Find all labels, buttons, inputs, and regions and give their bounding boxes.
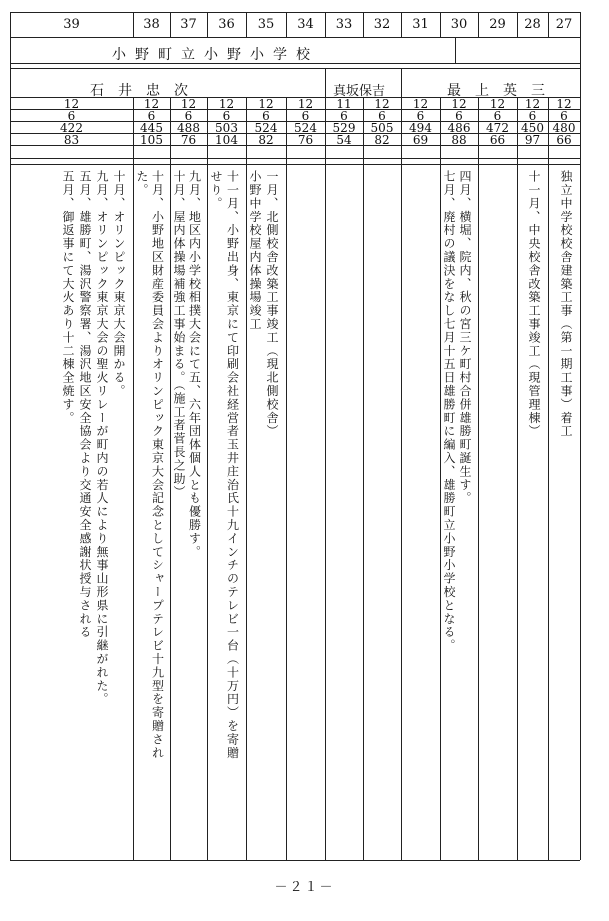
- staff-count-cell: 88: [451, 133, 467, 147]
- grade-count-cell: 6: [301, 109, 310, 123]
- class-count-cell: 12: [556, 97, 572, 111]
- grid-line-v: [325, 97, 326, 860]
- grade-count-cell: 6: [340, 109, 348, 123]
- grade-count-cell: 6: [560, 109, 568, 123]
- grid-line-v: [401, 97, 402, 860]
- grid-line-v: [401, 68, 402, 97]
- staff-count-cell: 76: [297, 133, 314, 147]
- event-text-y36: せり。: [209, 170, 223, 211]
- grade-count-cell: 6: [455, 109, 463, 123]
- event-text-y38: 十月、小野地区財産委員会よりオリンピック東京大会記念としてシャープテレビ十九型を寄贈され: [150, 170, 165, 760]
- year-header: 27: [555, 17, 573, 32]
- year-header: 34: [297, 17, 314, 32]
- event-text-y39: 十月、オリンピック東京大会開かる。: [112, 170, 126, 398]
- grade-count-cell: 6: [528, 109, 537, 123]
- staff-count-cell: 82: [374, 133, 390, 147]
- staff-count-cell: 76: [180, 133, 197, 147]
- student-count-cell: 488: [177, 121, 200, 135]
- staff-count-cell: 104: [215, 133, 238, 147]
- grid-line-v: [246, 97, 247, 860]
- class-count-cell: 11: [336, 97, 352, 111]
- student-count-cell: 524: [254, 121, 278, 135]
- event-text-y30: 七月、廃村の議決をなし七月十五日雄勝町に編入、雄勝町立小野小学校となる。: [442, 170, 456, 653]
- staff-count-cell: 69: [412, 133, 429, 147]
- grid-line-h: [10, 68, 580, 69]
- grid-line-v: [133, 97, 134, 860]
- grid-line-h: [10, 12, 580, 13]
- grade-count-cell: 6: [493, 109, 502, 123]
- grid-line-v: [286, 97, 287, 860]
- event-text-y35: 小野中学校屋内体操場竣工: [248, 170, 262, 331]
- grade-count-cell: 6: [67, 109, 76, 123]
- staff-count-cell: 105: [140, 133, 163, 147]
- grid-line-v: [363, 97, 364, 860]
- year-header: 31: [412, 17, 429, 32]
- school-name: 小野町立小野小学校: [112, 47, 319, 63]
- event-text-y39: 五月、御返事にて大火あり十二棟全焼す。: [61, 170, 75, 425]
- grade-count-cell: 6: [222, 109, 231, 123]
- student-count-cell: 524: [294, 121, 317, 135]
- class-count-cell: 12: [218, 97, 235, 111]
- event-text-y27: 独立中学校校舎建築工事（第一期工事）着工: [559, 170, 573, 438]
- principal-masaka: 真坂保吉: [333, 84, 386, 99]
- principal-mogami: 最 上 英 三: [447, 83, 545, 99]
- staff-count-cell: 82: [258, 133, 274, 147]
- grid-line-v: [207, 97, 208, 860]
- event-text-y30: 四月、横堀、院内、秋の宮三ケ町村合併雄勝町誕生す。: [458, 170, 472, 505]
- principal-ishii: 石 井 忠 次: [90, 83, 188, 99]
- event-text-y38: た。: [135, 170, 149, 197]
- event-text-y37: 九月、地区内小学校相撲大会にて五、六年団体個人とも優勝す。: [187, 170, 202, 559]
- event-text-y36: 十一月、小野出身、東京にて印刷会社経営者玉井庄治氏十九インチのテレビ一台（十万円）を寄贈: [225, 170, 240, 760]
- grid-line-v: [170, 97, 171, 860]
- class-count-cell: 12: [258, 97, 274, 111]
- event-text-y35: 一月、北側校舎改築工事竣工（現北側校舎）: [265, 170, 279, 438]
- grid-line-v: [455, 37, 456, 63]
- year-header: 30: [450, 17, 468, 32]
- year-header: 28: [524, 17, 541, 32]
- class-count-cell: 12: [524, 97, 541, 111]
- grade-count-cell: 6: [147, 109, 156, 123]
- class-count-cell: 12: [180, 97, 197, 111]
- grid-line-h: [10, 860, 580, 861]
- student-count-cell: 450: [521, 121, 544, 135]
- grid-line-h: [10, 37, 580, 38]
- class-count-cell: 12: [297, 97, 314, 111]
- year-header: 39: [63, 17, 80, 32]
- student-count-cell: 445: [140, 121, 163, 135]
- grid-line-v: [580, 12, 581, 860]
- student-count-cell: 494: [409, 121, 432, 135]
- event-text-y39: 九月、オリンピック東京大会の聖火リレーが町内の若人により無事山形県に引継がれた。: [95, 170, 109, 706]
- student-count-cell: 486: [447, 121, 471, 135]
- year-header: 33: [335, 17, 353, 32]
- student-count-cell: 503: [215, 121, 238, 135]
- event-text-y37: 十月、屋内体操場補強工事始まる。（施工者菅長之助）: [172, 170, 186, 499]
- grade-count-cell: 6: [184, 109, 193, 123]
- grade-count-cell: 6: [378, 109, 386, 123]
- student-count-cell: 472: [486, 121, 509, 135]
- student-count-cell: 529: [332, 121, 356, 135]
- staff-count-cell: 97: [524, 133, 541, 147]
- year-header: 37: [180, 17, 197, 32]
- grid-line-v: [325, 68, 326, 97]
- class-count-cell: 12: [489, 97, 506, 111]
- staff-count-cell: 83: [63, 133, 80, 147]
- year-header: 35: [257, 17, 275, 32]
- class-count-cell: 12: [412, 97, 429, 111]
- class-count-cell: 12: [143, 97, 160, 111]
- year-header: 38: [143, 17, 160, 32]
- staff-count-cell: 66: [556, 133, 572, 147]
- year-header: 29: [489, 17, 506, 32]
- page-number: －２１－: [274, 880, 335, 895]
- student-count-cell: 505: [370, 121, 394, 135]
- grid-line-v: [478, 97, 479, 860]
- staff-count-cell: 66: [489, 133, 506, 147]
- grid-line-v: [440, 97, 441, 860]
- grade-count-cell: 6: [416, 109, 425, 123]
- event-text-y39: 五月、雄勝町、湯沢警察署、湯沢地区安全協会より交通安全感謝状授与される: [78, 170, 92, 639]
- class-count-cell: 12: [63, 97, 80, 111]
- class-count-cell: 12: [451, 97, 467, 111]
- grid-line-v: [548, 97, 549, 860]
- grid-line-h: [10, 164, 580, 165]
- staff-count-cell: 54: [336, 133, 352, 147]
- student-count-cell: 480: [552, 121, 576, 135]
- grade-count-cell: 6: [262, 109, 270, 123]
- year-header: 32: [373, 17, 391, 32]
- class-count-cell: 12: [374, 97, 390, 111]
- event-text-y28: 十一月、中央校舎改築工事竣工（現管理棟）: [527, 170, 541, 438]
- grid-line-h: [10, 158, 580, 159]
- grid-line-v: [517, 97, 518, 860]
- year-header: 36: [218, 17, 235, 32]
- student-count-cell: 422: [60, 121, 83, 135]
